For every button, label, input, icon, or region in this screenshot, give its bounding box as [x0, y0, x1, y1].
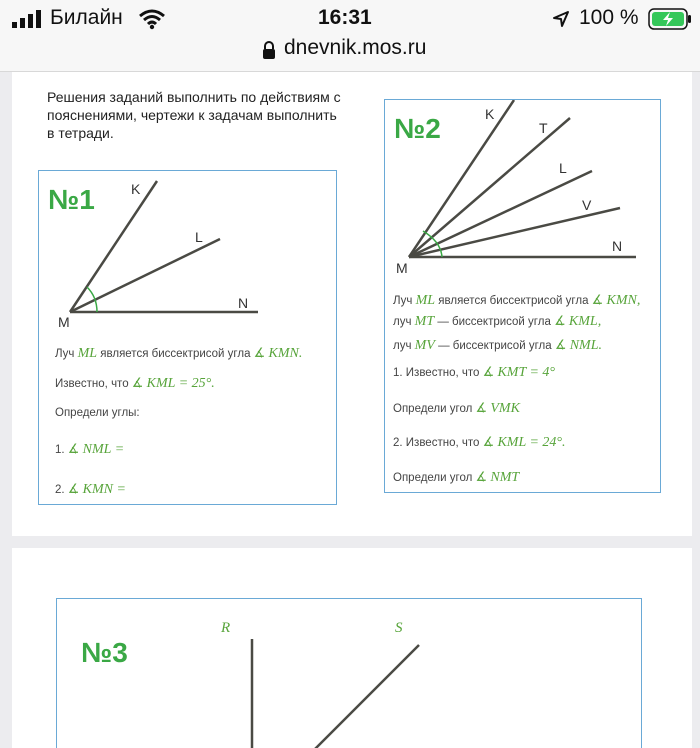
point-k-label: K: [485, 106, 495, 122]
carrier-name: Билайн: [50, 6, 123, 29]
task-2-box: [384, 99, 661, 493]
point-n-label: N: [238, 295, 249, 311]
signal-icon: [12, 10, 42, 28]
task-1-line-2: Известно, что ∡ KML = 25°.: [55, 375, 215, 391]
point-m-label: M: [58, 314, 70, 330]
battery-percent: 100 %: [579, 6, 639, 29]
task-1-title: №1: [48, 184, 95, 215]
ray-ml: [70, 239, 220, 312]
point-l-label: L: [559, 160, 567, 176]
address-bar[interactable]: [0, 36, 700, 72]
point-l-label: L: [195, 229, 203, 245]
task-1-question-2: 2. ∡ KMN =: [55, 481, 126, 497]
angle-icon: ∡: [475, 469, 488, 484]
angle-icon: ∡: [482, 364, 495, 379]
ray-s: [307, 645, 419, 748]
point-s-label: S: [395, 620, 403, 636]
task-2-line-b: луч MT — биссектрисой угла ∡ KML,: [393, 313, 602, 329]
ray-mk: [70, 181, 157, 312]
clock: 16:31: [318, 6, 372, 29]
point-t-label: T: [539, 120, 548, 136]
point-k-label: K: [131, 181, 141, 197]
task-2-line-c: луч MV — биссектрисой угла ∡ NML.: [393, 337, 602, 353]
task-1-line-1: Луч ML является биссектрисой угла ∡ KMN.: [55, 345, 303, 361]
battery-charging-icon: [648, 8, 692, 30]
task-1-diagram: [39, 171, 338, 331]
wifi-icon: [138, 8, 166, 30]
point-v-label: V: [582, 197, 592, 213]
task-2-title: №2: [394, 113, 441, 144]
task-2-line-e: Определи угол ∡ VMK: [393, 400, 520, 416]
angle-arc: [87, 287, 97, 312]
task-3-box: [56, 598, 642, 748]
assignment-card-2: [12, 548, 692, 748]
point-r-label: R: [221, 620, 231, 636]
angle-icon: ∡: [482, 434, 495, 449]
angle-icon: ∡: [554, 337, 567, 352]
assignment-card: [12, 72, 692, 536]
angle-icon: ∡: [475, 400, 488, 415]
angle-icon: ∡: [67, 441, 80, 456]
angle-icon: ∡: [131, 375, 144, 390]
task-2-line-d: 1. Известно, что ∡ KMT = 4°: [393, 364, 556, 380]
task-2-line-f: 2. Известно, что ∡ KML = 24°.: [393, 434, 566, 450]
url-text[interactable]: dnevnik.mos.ru: [284, 36, 427, 59]
task-3-title: №3: [81, 637, 128, 668]
point-n-label: N: [612, 238, 623, 254]
angle-icon: ∡: [67, 481, 80, 496]
task-1-line-3: Определи углы:: [55, 407, 140, 419]
location-icon: [552, 10, 570, 28]
task-2-line-g: Определи угол ∡ NMT: [393, 469, 520, 485]
angle-icon: ∡: [554, 313, 566, 328]
point-m-label: M: [396, 260, 408, 276]
instructions-text: Решения заданий выполнить по действиям с пояснениями, чертежи к задачам выполнить в тетради.: [47, 89, 341, 141]
task-2-line-a: Луч ML является биссектрисой угла ∡ KMN,: [393, 292, 641, 308]
task-1-question-1: 1. ∡ NML =: [55, 441, 125, 457]
task-3-diagram: [57, 599, 641, 748]
status-bar: [0, 0, 700, 36]
task-1-box: [38, 170, 337, 505]
angle-icon: ∡: [253, 345, 266, 360]
angle-icon: ∡: [591, 292, 604, 307]
lock-icon: [262, 41, 276, 59]
